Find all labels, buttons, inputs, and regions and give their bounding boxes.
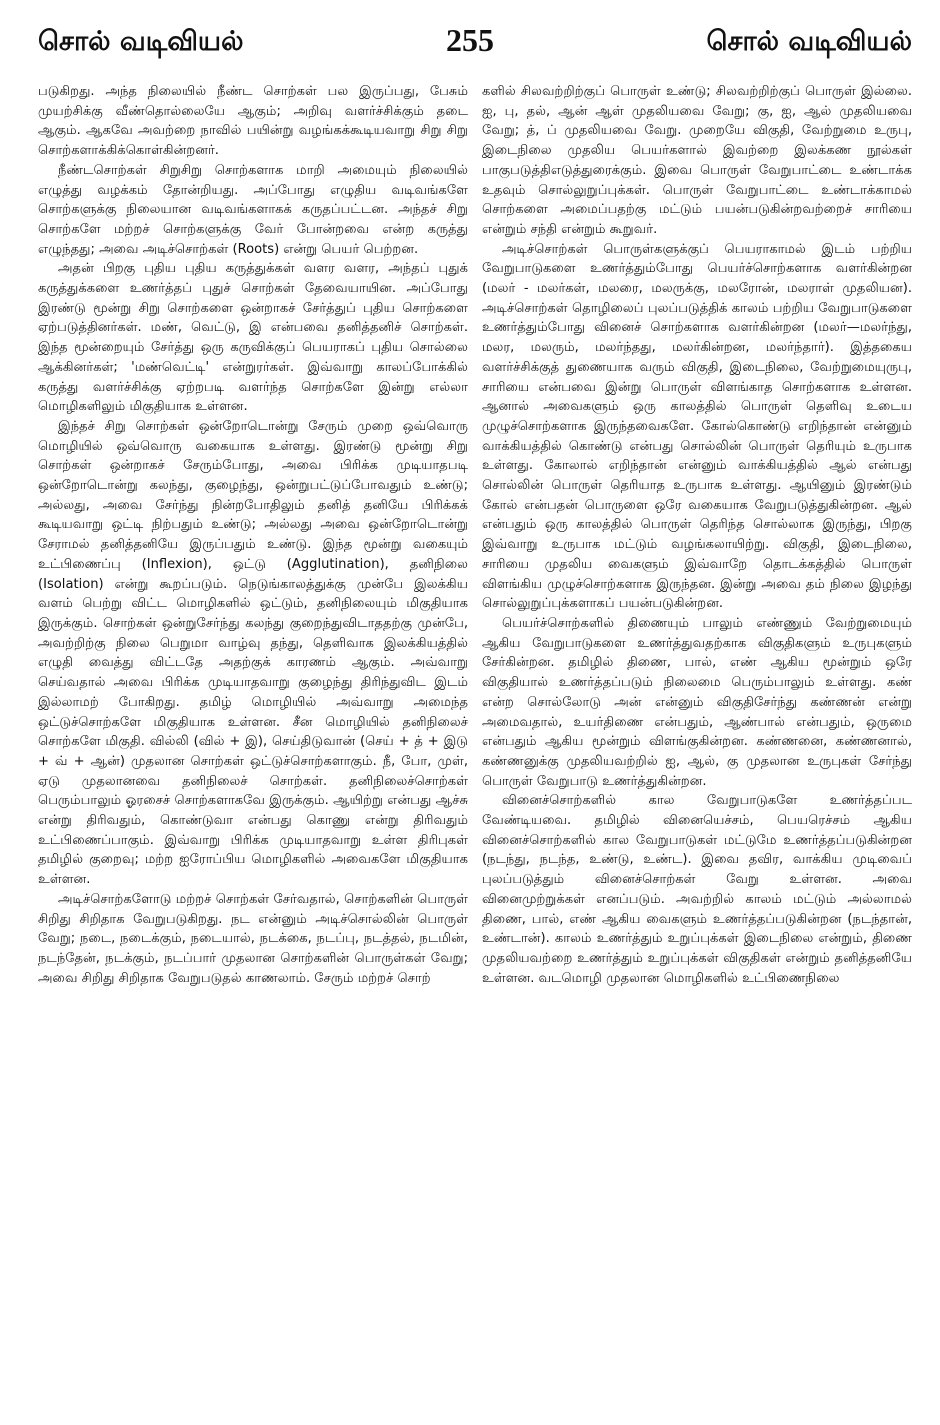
running-head-left: சொல் வடிவியல் <box>38 26 244 57</box>
paragraph: வினைச்சொற்களில் கால வேறுபாடுகளே உணர்த்தப்பட வேண்டியவை. தமிழில் வினையெச்சம், பெயரெச்சம் ஆகிய வினைச்சொற்களில் கால வேறுபாடுகள் மட்டுமே உணர்த்தப்படுகின்றன (நடந்து, நடந்த, உண்டு, உண்ட). இவை தவிர, வாக்கிய முடிவைப் புலப்படுத்தும் வினைச்சொற்கள் வேறு உள்ளன. அவை வினைமுற்றுக்கள் எனப்படும். அவற்றில் காலம் மட்டும் அல்லாமல் திணை, பால், எண் ஆகிய வைகளும் உணர்த்தப்படுகின்றன (நடந்தான், உண்டான்). காலம் உணர்த்தும் உறுப்புக்கள் இடைநிலை என்றும், திணை முதலியவற்றை உணர்த்தும் உறுப்புக்கள் விகுதிகள் என்றும் தனித்தனியே உள்ளன. வடமொழி முதலான மொழிகளில் உட்பிணைநிலை <box>482 793 912 986</box>
running-head-right: சொல் வடிவியல் <box>706 26 912 57</box>
paragraph: அடிச்சொற்களோடு மற்றச் சொற்கள் சேர்வதால், சொற்களின் பொருள் சிறிது சிறிதாக வேறுபடுகிறது. நட என்னும் அடிச்சொல்லின் பொருள் வேறு; நடை, நடைக்கும், நடையால், நடக்கை, நடப்பு, நடத்தல், நடமின், நடந்தேன், நடக்கும், நடப்பார் முதலான சொற்களின் பொருள்கள் வேறு; அவை சிறிது சிறிதாக வேறுபடுதல் காணலாம். சேரும் மற்றச் சொற் <box>38 891 468 986</box>
paragraph: இந்தச் சிறு சொற்கள் ஒன்றோடொன்று சேரும் முறை ஒவ்வொரு மொழியில் ஒவ்வொரு வகையாக உள்ளது. இரண்டு மூன்று சிறு சொற்கள் ஒன்றாகச் சேரும்போது, அவை பிரிக்க முடியாதபடி ஒன்றோடொன்று கலந்து, குழைந்து, ஒன்றுபட்டுப்போவதும் உண்டு; அல்லது, அவை சேர்ந்து நின்றபோதிலும் தனித் தனியே பிரிக்கக் கூடியவாறு ஒட்டி நிற்பதும் உண்டு; அல்லது அவை ஒன்றோடொன்று சேராமல் தனித்தனியே இருப்பதும் உண்டு. இந்த மூன்று வகையும் உட்பிணைப்பு (Inflexion), ஒட்டு (Agglutination), தனிநிலை (Isolation) என்று கூறப்படும். நெடுங்காலத்துக்கு முன்பே இலக்கிய வளம் பெற்று விட்ட மொழிகளில் ஒட்டும், தனிநிலையும் மிகுதியாக இருக்கும். சொற்கள் ஒன்றுசேர்ந்து கலந்து குறைந்துவிடாததற்கு முன்பே, அவற்றிற்கு நிலை பெறுமா வாழ்வு தந்து, தெளிவாக இலக்கியத்தில் எழுதி வைத்து விட்டதே அதற்குக் காரணம் ஆகும். அவ்வாறு செய்வதால் அவை பிரிக்க முடியாதவாறு குழைந்து திரிந்துவிட இடம் இல்லாமற் போகிறது. தமிழ் மொழியில் அவ்வாறு அமைந்த ஒட்டுச்சொற்களே மிகுதியாக உள்ளன. சீன மொழியில் தனிநிலைச் சொற்களே மிகுதி. வில்லி (வில் + இ), செய்திடுவான் (செய் + த் + இடு + வ் + ஆன்) முதலான சொற்கள் ஒட்டுச்சொற்களாகும். நீ, போ, முள், ஏடு முதலானவை தனிநிலைச் சொற்கள். தனிநிலைச்சொற்கள் பெரும்பாலும் ஓரசைச் சொற்களாகவே இருக்கும். ஆயிற்று என்பது ஆச்சு என்று திரிவதும், கொண்டுவா என்பது கொணு என்று திரிவதும் உட்பிணைப்பாகும். இவ்வாறு பிரிக்க முடியாதவாறு உள்ள திரிபுகள் தமிழில் குறைவு; மற்ற ஐரோப்பிய மொழிகளில் அவைகளே மிகுதியாக உள்ளன. <box>38 418 468 888</box>
paragraph: அதன் பிறகு புதிய புதிய கருத்துக்கள் வளர வளர, அந்தப் புதுக் கருத்துக்களை உணர்த்தப் புதுச் சொற்கள் தேவையாயின. அப்போது இரண்டு மூன்று சிறு சொற்களை ஒன்றாகச் சேர்த்துப் புதிய சொற்களை ஏற்படுத்தினர்கள். மண், வெட்டு, இ என்பவை தனித்தனிச் சொற்கள். இந்த மூன்றையும் சேர்த்து ஒரு கருவிக்குப் பெயராகப் புதிய சொல்லை ஆக்கினர்கள்; 'மண்வெட்டி' என்றுரர்கள். இவ்வாறு காலப்போக்கில் கருத்து வளர்ச்சிக்கு ஏற்றபடி வளர்ந்த சொற்களே இன்று எல்லா மொழிகளிலும் மிகுதியாக உள்ளன. <box>38 261 468 415</box>
paragraph: களில் சிலவற்றிற்குப் பொருள் உண்டு; சிலவற்றிற்குப் பொருள் இல்லை. ஐ, பு, தல், ஆன் ஆள் முதலியவை வேறு; கு, ஐ, ஆல் முதலியவை வேறு; த், ப் முதலியவை வேறு. முறையே விகுதி, வேற்றுமை உருபு, இடைநிலை முதலிய பெயர்களால் இவற்றை இலக்கண நூல்கள் பாகுபடுத்திஎடுத்துரைக்கும். இவை பொருள் வேறுபாட்டை உண்டாக்க உதவும் சொல்லுறுப்புக்கள். பொருள் வேறுபாட்டை உண்டாக்காமல் சொற்களை அமைப்பதற்கு மட்டும் பயன்படுகின்றவற்றைச் சாரியை என்றும் சந்தி என்றும் கூறுவர். <box>482 84 912 237</box>
paragraph: நீண்டசொற்கள் சிறுசிறு சொற்களாக மாறி அமையும் நிலையில் எழுத்து வழக்கம் தோன்றியது. அப்போது எழுதிய வடிவங்களே சொற்களுக்கு நிலையான வடிவங்களாகக் கருதப்பட்டன. அந்தச் சிறு சொற்களே மற்றச் சொற்களுக்கு வேர் போன்றவை என்ற கருத்து எழுந்தது; அவை அடிச்சொற்கள் (Roots) என்று பெயர் பெற்றன. <box>38 162 468 257</box>
page-number: 255 <box>446 22 494 58</box>
paragraph: பெயர்ச்சொற்களில் திணையும் பாலும் எண்ணும் வேற்றுமையும் ஆகிய வேறுபாடுகளை உணர்த்துவதற்காக விகுதிகளும் உருபுகளும் சேர்கின்றன. தமிழில் திணை, பால், எண் ஆகிய மூன்றும் ஒரே விகுதியால் உணர்த்தப்படும் நிலைமை பெரும்பாலும் உள்ளது. கண் என்ற சொல்லோடு அன் என்னும் விகுதிசேர்ந்து கண்ணன் என்று அமைவதால், உயர்திணை என்பதும், ஆண்பால் என்பதும், ஒருமை என்பதும் ஆகிய மூன்றும் விளங்குகின்றன. கண்ணனை, கண்ணனால், கண்ணனுக்கு முதலியவற்றில் ஐ, ஆல், கு முதலான உருபுகள் சேர்ந்து பொருள் வேறுபாடு உணர்த்துகின்றன. <box>482 615 912 789</box>
left-column <box>38 82 468 1412</box>
paragraph: படுகிறது. அந்த நிலையில் நீண்ட சொற்கள் பல இருப்பது, பேசும் முயற்சிக்கு வீண்தொல்லையே ஆகும்; அறிவு வளர்ச்சிக்கும் தடை ஆகும். ஆகவே அவற்றை நாவில் பயின்று வழங்கக்கூடியவாறு சிறு சிறு சொற்களாக்கிக்கொள்கின்றனர். <box>38 84 468 159</box>
page-header <box>0 0 940 64</box>
right-column <box>482 82 912 1412</box>
paragraph: அடிச்சொற்கள் பொருள்களுக்குப் பெயராகாமல் இடம் பற்றிய வேறுபாடுகளை உணர்த்தும்போது பெயர்ச்சொற்களாக வளர்கின்றன (மலர் - மலர்கள், மலரை, மலருக்கு, மலரோன், மலராள் முதலியன). அடிச்சொற்கள் தொழிலைப் புலப்படுத்திக் காலம் பற்றிய வேறுபாடுகளை உணர்த்தும்போது வினைச் சொற்களாக வளர்கின்றன (மலர்—மலர்ந்து, மலர, மலரும், மலர்ந்தது, மலர்கின்றன, மலர்ந்தார்). இத்தகைய வளர்ச்சிக்குத் துணையாக வரும் விகுதி, இடைநிலை, வேற்றுமையுருபு, சாரியை என்பவை இன்று பொருள் விளங்காத சொற்களாக உள்ளன. ஆனால் அவைகளும் ஒரு காலத்தில் பொருள் தெளிவு உடைய முழுச்சொற்களாக இருந்தவைகளே. கோல்கொண்டு எறிந்தான் என்னும் வாக்கியத்தில் கொண்டு என்பது சொல்லின் பொருள் தெரியும் உருபாக உள்ளது. கோலால் எறிந்தான் என்னும் வாக்கியத்தில் ஆல் என்பது சொல்லின் பொருள் தெரியாத உருபாக உள்ளது. ஆயினும் இரண்டும் கோல் என்பதன் பொருளை ஒரே வகையாக வேறுபடுத்துகின்றன. ஆல் என்பதும் ஒரு காலத்தில் பொருள் தெரிந்த சொல்லாக இருந்து, பிறகு இவ்வாறு உருபாக மட்டும் வழங்கலாயிற்று. விகுதி, இடைநிலை, சாரியை முதலிய வைகளும் இவ்வாறே தொடக்கத்தில் பொருள் விளங்கிய முழுச்சொற்களாக இருந்தன. இன்று அவை தம் நிலை இழந்து சொல்லுறுப்புக்களாகப் பயன்படுகின்றன. <box>482 241 912 612</box>
